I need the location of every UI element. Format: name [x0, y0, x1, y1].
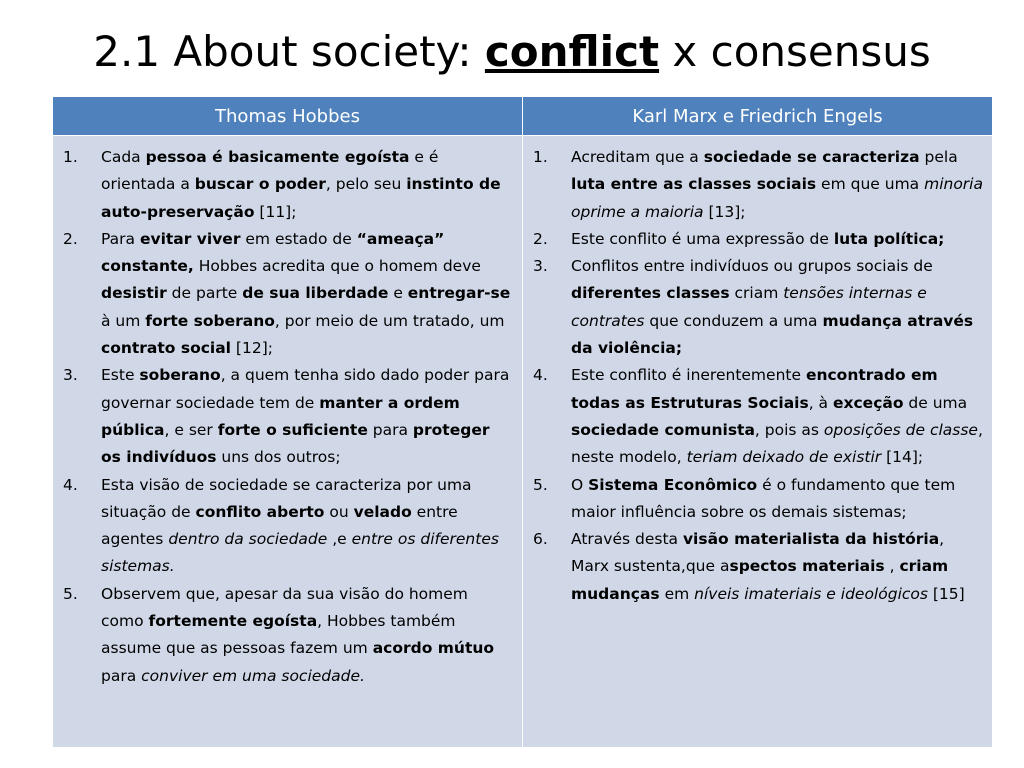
- bold-text: pessoa é basicamente egoísta: [145, 148, 410, 166]
- list-item-number: 4.: [63, 475, 78, 494]
- bold-text: soberano: [139, 366, 221, 385]
- list-item: [531, 226, 984, 253]
- item-text: , Marx sustenta,que a: [571, 530, 945, 576]
- item-text: que conduzem a uma: [644, 311, 823, 330]
- bold-text: “ameaça” constante,: [101, 229, 445, 276]
- header-row: [53, 97, 993, 136]
- italic-text: teriam deixado de existir: [686, 448, 882, 467]
- bold-text: entregar-se: [407, 284, 511, 303]
- item-text: criam: [729, 284, 784, 303]
- bold-text: fortemente egoísta: [148, 612, 318, 631]
- item-text: em: [659, 584, 695, 603]
- list-item: [61, 581, 514, 690]
- slide-title: [0, 22, 1024, 82]
- list-item: [531, 144, 984, 226]
- bold-text: sociedade comunista: [571, 420, 755, 439]
- bold-text: criam mudanças: [571, 557, 949, 603]
- bold-text: velado: [353, 502, 412, 521]
- italic-text: entre os diferentes sistemas.: [101, 530, 499, 576]
- bold-text: encontrado em todas as Estruturas Sociais: [571, 366, 938, 412]
- item-text: pela: [919, 148, 958, 166]
- item-text: Para: [101, 229, 140, 248]
- list-item: [531, 362, 984, 471]
- item-text: à um: [101, 311, 146, 330]
- bold-text: luta política;: [833, 229, 945, 248]
- bold-text: exceção: [832, 393, 904, 412]
- list-item-number: 6.: [533, 530, 548, 549]
- item-text: , pelo seu: [325, 175, 407, 194]
- title-suffix: x consensus: [659, 27, 931, 76]
- list-item-number: 2.: [533, 229, 548, 248]
- item-text: ou: [324, 502, 354, 521]
- item-text: de parte: [166, 284, 243, 303]
- item-text: em que uma: [816, 175, 925, 194]
- title-prefix: 2.1 About society:: [93, 27, 485, 76]
- item-text: e é orientada a: [101, 148, 439, 194]
- hobbes-list: [61, 144, 514, 690]
- item-text: O: [571, 475, 589, 494]
- item-text: para: [101, 666, 142, 685]
- bold-text: contrato social: [101, 339, 231, 358]
- bold-text: sociedade se caracteriza: [703, 148, 920, 166]
- bold-text: evitar viver: [139, 229, 241, 248]
- italic-text: minoria oprime a maioria: [571, 175, 983, 221]
- list-item-number: 1.: [63, 148, 78, 166]
- item-text: ,: [884, 557, 900, 576]
- bold-text: acordo mútuo: [372, 639, 495, 658]
- list-item: [531, 253, 984, 362]
- item-text: , à: [808, 393, 833, 412]
- item-text: ,e: [327, 530, 352, 549]
- item-text: [12];: [231, 339, 273, 358]
- item-text: Cada: [101, 148, 146, 166]
- item-text: , e ser: [164, 420, 218, 439]
- bold-text: visão materialista da história: [682, 530, 940, 549]
- item-text: em estado de: [240, 229, 357, 248]
- bold-text: desistir: [101, 284, 167, 303]
- item-text: [14];: [881, 448, 924, 467]
- item-text: Observem que, apesar da sua visão do homem como: [101, 584, 468, 631]
- item-text: para: [367, 420, 413, 439]
- comparison-table: [52, 96, 993, 748]
- list-item-number: 5.: [533, 475, 548, 494]
- list-item: [61, 362, 514, 471]
- list-item-number: 1.: [533, 148, 548, 166]
- header-marx-engels: Karl Marx e Friedrich Engels: [523, 97, 993, 136]
- item-text: uns dos outros;: [216, 448, 341, 467]
- marx-engels-cell: [523, 136, 993, 748]
- list-item-number: 4.: [533, 366, 548, 385]
- italic-text: níveis imateriais e ideológicos: [694, 584, 928, 603]
- list-item-number: 3.: [63, 366, 78, 385]
- italic-text: oposições de classe: [823, 420, 978, 439]
- list-item: [61, 472, 514, 581]
- list-item-number: 3.: [533, 257, 548, 276]
- item-text: [11];: [254, 202, 297, 221]
- bold-text: diferentes classes: [571, 284, 730, 303]
- item-text: Conflitos entre indivíduos ou grupos sociais de: [571, 257, 933, 276]
- item-text: Este: [101, 366, 140, 385]
- content-row: [53, 136, 993, 748]
- list-item-number: 2.: [63, 229, 78, 248]
- item-text: é o fundamento que tem maior influência sobre os demais sistemas;: [571, 475, 956, 521]
- item-text: , pois as: [754, 420, 824, 439]
- header-hobbes: Thomas Hobbes: [53, 97, 523, 136]
- item-text: entre agentes: [101, 502, 458, 549]
- list-item: [61, 226, 514, 362]
- item-text: e: [388, 284, 408, 303]
- item-text: [13];: [703, 202, 746, 221]
- hobbes-cell: [53, 136, 523, 748]
- item-text: Este conflito é inerentemente: [571, 366, 806, 385]
- list-item-number: 5.: [63, 584, 78, 603]
- item-text: [15]: [927, 584, 965, 603]
- item-text: de uma: [903, 393, 968, 412]
- bold-text: instinto de auto-preservação: [101, 175, 501, 221]
- item-text: Esta visão de sociedade se caracteriza por uma situação de: [101, 475, 472, 521]
- list-item: [531, 472, 984, 527]
- bold-text: forte o suficiente: [217, 420, 368, 439]
- bold-text: forte soberano: [145, 311, 275, 330]
- item-text: , neste modelo,: [571, 420, 983, 467]
- title-keyword: conflict: [484, 27, 660, 76]
- bold-text: mudança através da violência;: [571, 311, 974, 358]
- bold-text: proteger os indivíduos: [101, 420, 490, 467]
- bold-text: spectos materiais: [729, 557, 885, 576]
- list-item: [531, 526, 984, 608]
- bold-text: de sua liberdade: [242, 284, 389, 303]
- italic-text: dentro da sociedade: [168, 530, 328, 549]
- item-text: , por meio de um tratado, um: [274, 311, 505, 330]
- bold-text: conflito aberto: [195, 502, 325, 521]
- marx-engels-list: [531, 144, 984, 608]
- item-text: Acreditam que a: [571, 148, 704, 166]
- italic-text: tensões internas e contrates: [571, 284, 927, 330]
- item-text: , Hobbes também assume que as pessoas fazem um: [101, 612, 456, 658]
- bold-text: buscar o poder: [194, 175, 326, 194]
- item-text: Hobbes acredita que o homem deve: [193, 257, 481, 276]
- italic-text: conviver em uma sociedade.: [141, 666, 365, 685]
- item-text: , a quem tenha sido dado poder para governar sociedade tem de: [101, 366, 510, 412]
- bold-text: manter a ordem pública: [101, 393, 460, 439]
- item-text: Através desta: [571, 530, 683, 549]
- item-text: Este conflito é uma expressão de: [571, 229, 834, 248]
- bold-text: Sistema Econômico: [588, 475, 758, 494]
- bold-text: luta entre as classes sociais: [571, 175, 817, 194]
- list-item: [61, 144, 514, 226]
